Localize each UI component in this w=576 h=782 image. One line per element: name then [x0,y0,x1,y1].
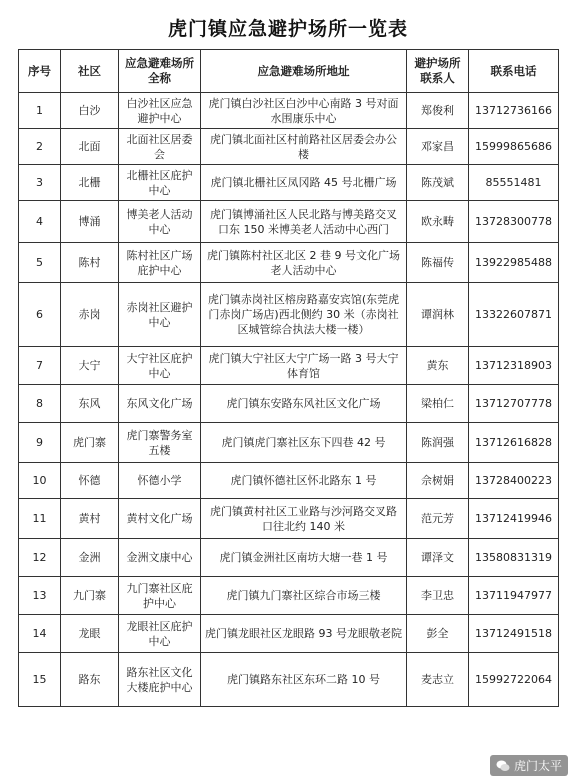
row-name: 白沙社区应急避护中心 [119,93,201,129]
page-title: 虎门镇应急避护场所一览表 [167,18,408,40]
row-address: 虎门镇黄村社区工业路与沙河路交叉路口往北约 140 米 [201,499,407,539]
header-no: 序号 [19,50,61,93]
watermark-text: 虎门太平 [513,759,562,773]
header-phone: 联系电话 [469,50,559,93]
table-row [19,243,559,283]
row-phone: 13580831319 [469,539,559,577]
row-phone: 13922985488 [469,243,559,283]
row-community: 九门寨 [61,577,119,615]
row-address: 虎门镇金洲社区南坊大塘一巷 1 号 [201,539,407,577]
row-no: 13 [19,577,61,615]
table-row [19,93,559,129]
row-community: 赤岗 [61,283,119,347]
table-row [19,499,559,539]
table-row [19,347,559,385]
row-no: 10 [19,463,61,499]
row-phone: 13728400223 [469,463,559,499]
table-row [19,539,559,577]
row-community: 北面 [61,129,119,165]
row-phone: 15999865686 [469,129,559,165]
row-contact: 范元芳 [407,499,469,539]
row-name: 虎门寨警务室五楼 [119,423,201,463]
row-name: 北栅社区庇护中心 [119,165,201,201]
row-name: 陈村社区广场庇护中心 [119,243,201,283]
row-phone: 13712419946 [469,499,559,539]
table-row [19,201,559,243]
row-community: 白沙 [61,93,119,129]
row-no: 12 [19,539,61,577]
row-address: 虎门镇陈村社区北区 2 巷 9 号文化广场老人活动中心 [201,243,407,283]
row-community: 金洲 [61,539,119,577]
row-phone: 13711947977 [469,577,559,615]
row-name: 东风文化广场 [119,385,201,423]
row-no: 4 [19,201,61,243]
table-row [19,165,559,201]
row-name: 龙眼社区庇护中心 [119,615,201,653]
row-no: 8 [19,385,61,423]
row-community: 虎门寨 [61,423,119,463]
row-community: 路东 [61,653,119,707]
row-contact: 谭润林 [407,283,469,347]
header-community: 社区 [61,50,119,93]
row-contact: 麦志立 [407,653,469,707]
row-contact: 欧永畴 [407,201,469,243]
row-address: 虎门镇北栅社区凤冈路 45 号北栅广场 [201,165,407,201]
row-community: 北栅 [61,165,119,201]
row-no: 5 [19,243,61,283]
row-address: 虎门镇北面社区村前路社区居委会办公楼 [201,129,407,165]
table-row [19,615,559,653]
row-name: 大宁社区庇护中心 [119,347,201,385]
row-phone: 13322607871 [469,283,559,347]
header-name: 应急避难场所全称 [119,50,201,93]
row-community: 博涌 [61,201,119,243]
row-no: 6 [19,283,61,347]
row-phone: 13712736166 [469,93,559,129]
row-contact: 黄东 [407,347,469,385]
row-contact: 郑俊利 [407,93,469,129]
row-name: 博美老人活动中心 [119,201,201,243]
row-address: 虎门镇博涌社区人民北路与博美路交叉口东 150 米博美老人活动中心西门 [201,201,407,243]
watermark [490,755,568,776]
row-contact: 梁柏仁 [407,385,469,423]
row-phone: 85551481 [469,165,559,201]
row-community: 大宁 [61,347,119,385]
row-no: 2 [19,129,61,165]
table-row [19,385,559,423]
row-contact: 陈润强 [407,423,469,463]
row-address: 虎门镇东安路东风社区文化广场 [201,385,407,423]
table-row [19,463,559,499]
row-no: 9 [19,423,61,463]
row-contact: 彭全 [407,615,469,653]
row-phone: 13712318903 [469,347,559,385]
row-name: 怀德小学 [119,463,201,499]
row-name: 黄村文化广场 [119,499,201,539]
header-contact: 避护场所联系人 [407,50,469,93]
row-no: 15 [19,653,61,707]
row-address: 虎门镇白沙社区白沙中心南路 3 号对面水围康乐中心 [201,93,407,129]
row-phone: 13712616828 [469,423,559,463]
header-address: 应急避难场所地址 [201,50,407,93]
row-address: 虎门镇怀德社区怀北路东 1 号 [201,463,407,499]
wechat-icon [496,759,510,773]
row-community: 陈村 [61,243,119,283]
row-contact: 佘树娟 [407,463,469,499]
row-no: 11 [19,499,61,539]
row-name: 北面社区居委会 [119,129,201,165]
row-address: 虎门镇龙眼社区龙眼路 93 号龙眼敬老院 [201,615,407,653]
row-name: 金洲文康中心 [119,539,201,577]
shelter-table [18,49,559,707]
row-name: 九门寨社区庇护中心 [119,577,201,615]
row-address: 虎门镇虎门寨社区东下四巷 42 号 [201,423,407,463]
table-row [19,577,559,615]
row-contact: 李卫忠 [407,577,469,615]
row-address: 虎门镇大宁社区大宁广场一路 3 号大宁体育馆 [201,347,407,385]
row-community: 东风 [61,385,119,423]
row-contact: 陈茂斌 [407,165,469,201]
row-address: 虎门镇赤岗社区榕房路嘉安宾馆(东莞虎门赤岗广场店)西北侧约 30 米（赤岗社区城管综合执法大楼一楼） [201,283,407,347]
row-community: 怀德 [61,463,119,499]
row-community: 黄村 [61,499,119,539]
row-phone: 15992722064 [469,653,559,707]
row-contact: 陈福传 [407,243,469,283]
row-no: 7 [19,347,61,385]
table-row [19,653,559,707]
row-phone: 13712491518 [469,615,559,653]
row-no: 3 [19,165,61,201]
row-community: 龙眼 [61,615,119,653]
row-address: 虎门镇路东社区东环二路 10 号 [201,653,407,707]
row-contact: 邓家昌 [407,129,469,165]
table-row [19,423,559,463]
row-phone: 13728300778 [469,201,559,243]
table-header-row [19,50,559,93]
row-contact: 谭泽文 [407,539,469,577]
table-row [19,283,559,347]
table-row [19,129,559,165]
row-address: 虎门镇九门寨社区综合市场三楼 [201,577,407,615]
row-no: 14 [19,615,61,653]
row-name: 路东社区文化大楼庇护中心 [119,653,201,707]
row-name: 赤岗社区避护中心 [119,283,201,347]
row-phone: 13712707778 [469,385,559,423]
row-no: 1 [19,93,61,129]
